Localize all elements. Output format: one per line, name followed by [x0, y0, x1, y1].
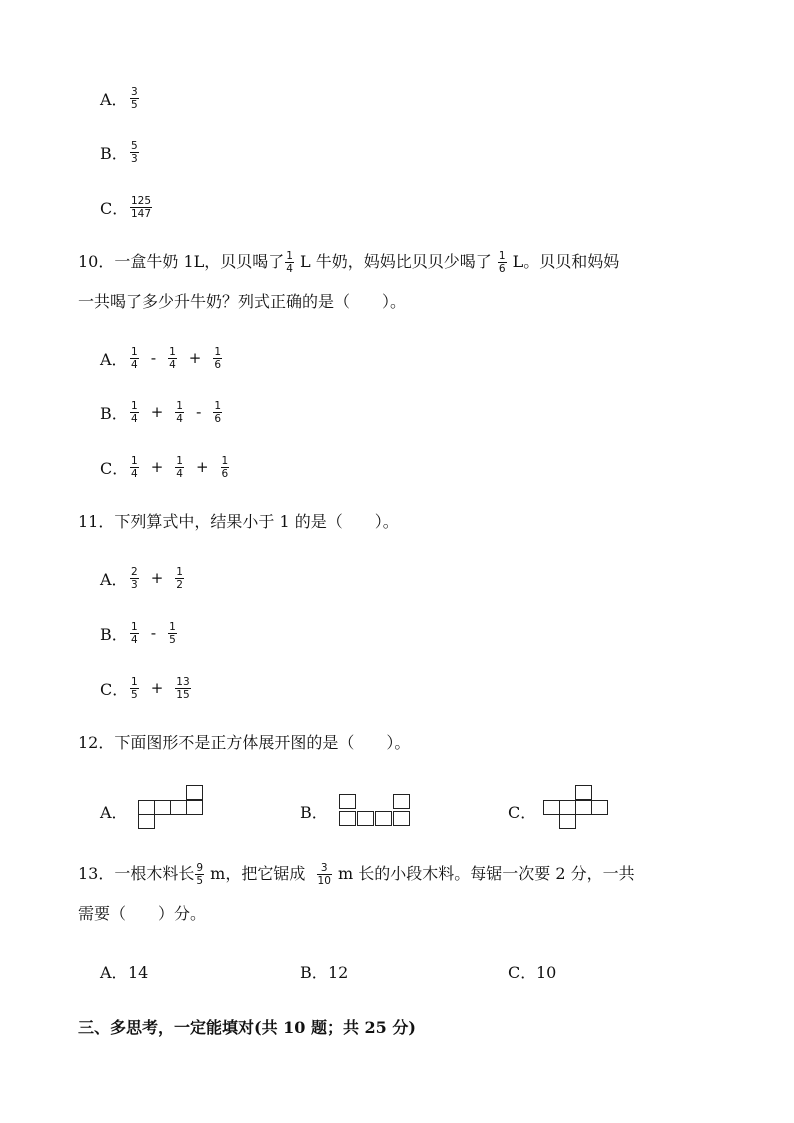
fraction: $\frac{1}{4}$ — [131, 454, 138, 480]
option-label: B． — [100, 403, 128, 423]
q10-stem-line2: 一共喝了多少升牛奶？列式正确的是（ ）。 — [78, 292, 407, 311]
option-label: A． — [100, 569, 128, 589]
fraction: $\frac{1}{5}$ — [169, 620, 176, 646]
option-label: A． — [100, 349, 128, 369]
fraction: $\frac{1}{4}$ — [169, 345, 176, 371]
q11-option-a[interactable] — [100, 560, 186, 596]
fraction: $\frac{1}{6}$ — [498, 250, 506, 275]
operator: - — [150, 349, 157, 367]
option-label: B． — [300, 963, 328, 982]
operator: + — [195, 458, 209, 476]
q10-option-a[interactable] — [100, 340, 224, 376]
q13-option-c[interactable] — [508, 960, 556, 983]
section-heading: 三、多思考，一定能填对(共 10 题；共 25 分) — [78, 1018, 416, 1037]
q11-option-b[interactable] — [100, 615, 179, 651]
q13-option-a[interactable] — [100, 960, 148, 983]
option-label: A． — [100, 89, 128, 109]
q9-option-b[interactable] — [100, 134, 141, 170]
fraction: $\frac{3}{10}$ — [317, 862, 331, 887]
q10-stem-text: L。贝贝和妈妈 — [507, 252, 620, 271]
fraction: $\frac{1}{4}$ — [176, 454, 183, 480]
option-label: B． — [100, 624, 128, 644]
fraction: $\frac{1}{4}$ — [131, 620, 138, 646]
option-label: A． — [100, 963, 128, 982]
option-label: B． — [300, 803, 328, 822]
option-value: 12 — [328, 963, 349, 982]
q13-stem-text: 13．一根木料长 — [78, 864, 195, 883]
operator: + — [150, 679, 164, 697]
q13-stem — [78, 854, 718, 934]
option-label: B． — [100, 143, 128, 163]
fraction: $\frac{5}{3}$ — [131, 139, 138, 165]
fraction: $\frac{3}{5}$ — [131, 85, 138, 111]
operator: - — [195, 403, 202, 421]
q10-stem — [78, 242, 718, 322]
fraction: $\frac{13}{15}$ — [176, 675, 190, 701]
operator: - — [150, 624, 157, 642]
fraction: $\frac{9}{5}$ — [196, 862, 204, 887]
q10-option-c[interactable] — [100, 449, 231, 485]
fraction: $\frac{1}{4}$ — [131, 399, 138, 425]
q13-stem-text: m，把它锯成 — [205, 864, 311, 883]
fraction: $\frac{1}{2}$ — [176, 565, 183, 591]
option-label: A． — [100, 803, 128, 822]
fraction: $\frac{1}{6}$ — [214, 399, 222, 425]
q12-option-b[interactable] — [300, 800, 328, 823]
fraction: $\frac{2}{3}$ — [131, 565, 138, 591]
option-label: C． — [100, 458, 129, 478]
operator: + — [150, 458, 164, 476]
fraction: $\frac{1}{6}$ — [221, 454, 229, 480]
q10-stem-text: L 牛奶，妈妈比贝贝少喝了 — [294, 252, 492, 271]
option-label: C． — [100, 198, 129, 218]
q10-stem-text: 10．一盒牛奶 1L，贝贝喝了 — [78, 252, 285, 271]
q10-option-b[interactable] — [100, 394, 224, 430]
option-value: 14 — [128, 963, 149, 982]
q13-option-b[interactable] — [300, 960, 348, 983]
q12-stem: 12．下面图形不是正方体展开图的是（ ）。 — [78, 733, 411, 752]
q11-option-c[interactable] — [100, 670, 193, 706]
q12-option-a[interactable] — [100, 800, 128, 823]
operator: + — [150, 569, 164, 587]
option-label: C． — [508, 803, 537, 822]
fraction: $\frac{1}{4}$ — [176, 399, 183, 425]
fraction: $\frac{125}{147}$ — [131, 194, 152, 220]
q13-stem-text: m 长的小段木料。每锯一次要 2 分，一共 — [332, 864, 635, 883]
q12-option-c[interactable] — [508, 800, 536, 823]
operator: + — [150, 403, 164, 421]
fraction: $\frac{1}{6}$ — [214, 345, 222, 371]
q11-stem: 11．下列算式中，结果小于 1 的是（ ）。 — [78, 512, 399, 531]
option-value: 10 — [536, 963, 557, 982]
option-label: C． — [100, 679, 129, 699]
fraction: $\frac{1}{4}$ — [131, 345, 138, 371]
operator: + — [188, 349, 202, 367]
option-label: C． — [508, 963, 537, 982]
q13-stem-line2: 需要（ ）分。 — [78, 904, 207, 923]
fraction: $\frac{1}{5}$ — [131, 675, 138, 701]
fraction: $\frac{1}{4}$ — [286, 250, 293, 275]
q9-option-c[interactable] — [100, 189, 154, 225]
q9-option-a[interactable] — [100, 80, 141, 116]
